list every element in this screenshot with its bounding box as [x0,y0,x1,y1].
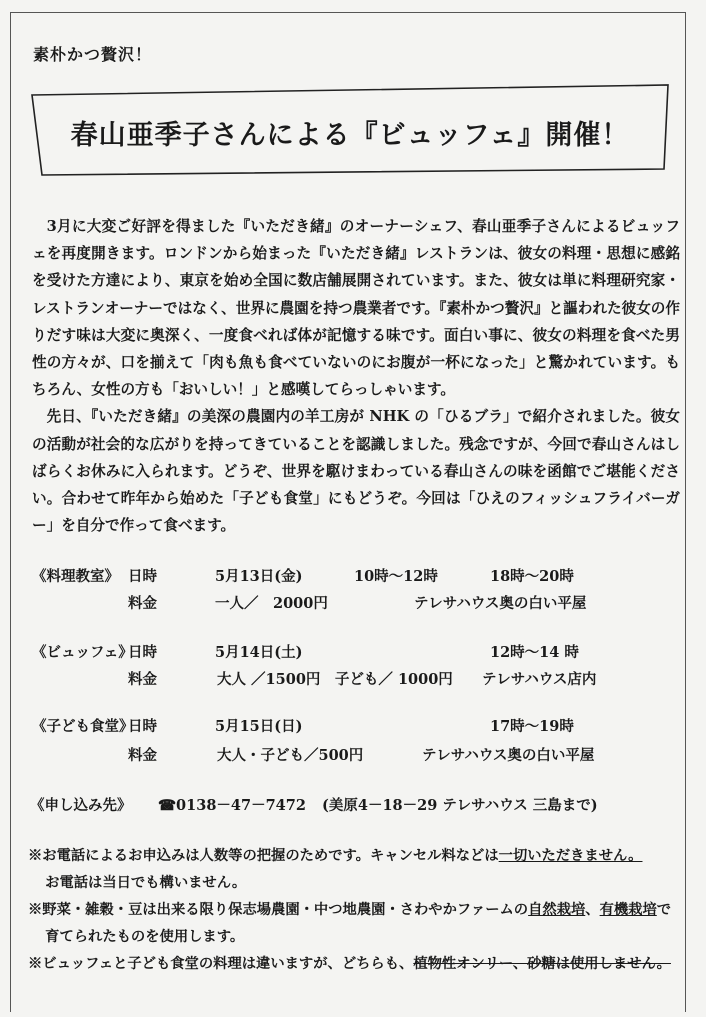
buffet-place: テレサハウス店内 [482,671,597,688]
note-3-text: ※ビュッフェと子ども食堂の料理は違いますが、どちらも、 [28,956,414,972]
intro-text [32,213,680,539]
note-ingredients [28,897,678,951]
kids-place: テレサハウス奥の白い平屋 [422,747,595,764]
note-1-text-2: お電話は当日でも構いません。 [45,875,247,891]
kids-date: 5月15日(日) [215,718,303,735]
kicker-text: 素朴かつ贅沢！ [33,45,153,64]
cooking-date-label: 日時 [128,568,157,585]
page-title: 春山亜季子さんによる『ビュッフェ』開催！ [70,120,630,151]
cooking-time-1: 10時～12時 [354,568,438,585]
kids-time: 17時～19時 [490,718,574,735]
contact-phone: ☎0138－47－7472 [158,797,306,814]
kids-fee-label: 料金 [128,747,157,764]
buffet-date-label: 日時 [128,644,157,661]
contact-address: (美原4－18－29 テレサハウス 三島まで) [322,797,598,814]
title-banner [28,83,672,179]
kids-fee: 大人・子ども／500円 [217,747,364,764]
note-2-underlined-1: 自然栽培 [528,902,586,918]
buffet-label: 《ビュッフェ》 [32,644,133,661]
paragraph-2: 先日、『いただき緒』の美深の農園内の羊工房が NHK の「ひるブラ」で紹介されました。彼女の活動が社会的な広がりを持ってきていることを認識しました。残念ですが、今回で春山さんはしばらくお休みに入られます。どうぞ、世界を駆けまわっている春山さんの味を函館でご堪能ください。合わせて昨年から始めた「子ども食堂」にもどうぞ。今回は「ひえのフィッシュフライバーガー」を自分で作って食べます。 [32,408,680,535]
paragraph-1: 3月に大変ご好評を得ました『いただき緒』のオーナーシェフ、春山亜季子さんによるビュッフェを再度開きます。ロンドンから始まった『いただき緒』レストランは、彼女の料理・思想に感銘を受けた方達により、東京を始め全国に数店舗展開されています。また、彼女は単に料理研究家・レストランオーナーではなく、世界に農園を持つ農業者です。『素朴かつ贅沢』と謳われた彼女の作りだす味は大変に奥深く、一度食べれば体が記憶する味です。面白い事に、彼女の料理を食べた男性の方々が、口を揃えて「肉も魚も食べていないのにお腹が一杯になった」と驚かれています。もちろん、女性の方も「おいしい！」と感嘆してらっしゃいます。 [32,218,680,399]
note-plant-based [28,951,678,978]
buffet-time: 12時～14 時 [490,644,579,661]
note-3-struck: 植物性オンリー、砂糖は使用しません。 [413,956,671,972]
cooking-time-2: 18時～20時 [490,568,574,585]
kids-label: 《子ども食堂》 [32,718,134,735]
contact-label: 《申し込み先》 [30,797,132,814]
cooking-fee: 一人／ 2000円 [215,595,328,612]
note-2-text-2: で育てられたものを使用します。 [45,902,672,945]
note-cancellation [28,843,678,897]
note-2-underlined-2: 有機栽培 [599,902,657,918]
buffet-date: 5月14日(土) [215,644,303,661]
cooking-label: 《料理教室》 [32,568,119,585]
notes [28,843,678,978]
cooking-date: 5月13日(金) [215,568,303,585]
cooking-fee-label: 料金 [128,595,157,612]
note-2-separator: 、 [585,902,600,918]
cooking-place: テレサハウス奥の白い平屋 [414,595,587,612]
note-2-text: ※野菜・雑穀・豆は出来る限り保志場農園・中つ地農園・さわやかファームの [28,902,529,918]
note-1-text: ※お電話によるお申込みは人数等の把握のためです。キャンセル料などは [28,848,499,864]
buffet-fee-label: 料金 [128,671,157,688]
buffet-fee: 大人 ／1500円 子ども／ 1000円 [217,671,453,688]
kids-date-label: 日時 [128,718,157,735]
note-1-underlined: 一切いただきません。 [498,848,643,864]
